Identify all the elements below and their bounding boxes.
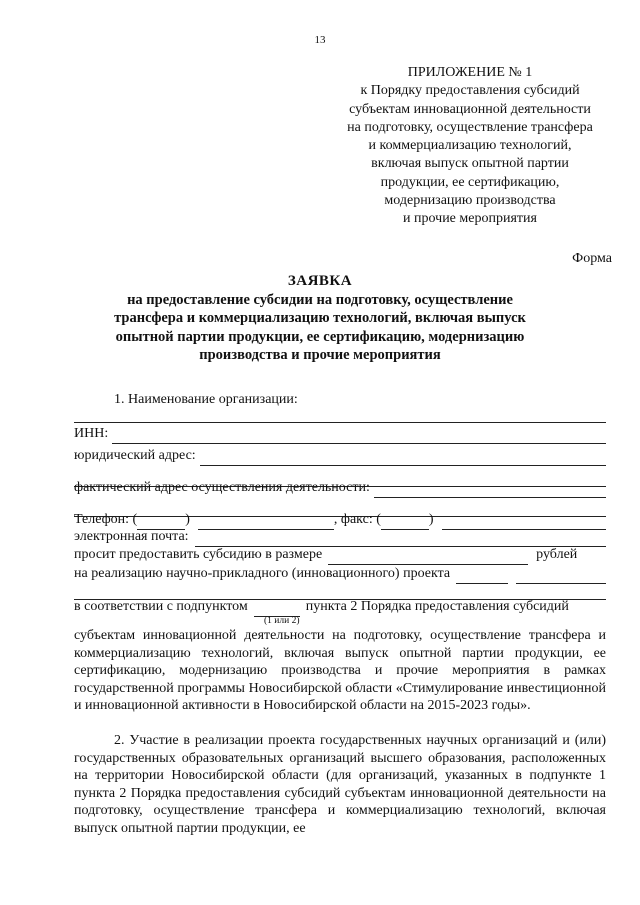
section1-text: субъектам инновационной деятельности на подготовку, осуществление трансфера и коммерциализацию технологий, включая выпуск опытной партии продукции, ее сертификацию, модернизацию производства и прочие мероприятия в рамках государственной программы Новосибирской области «Стимулирование инвестиционной и инновационной активности в Новосибирской области на 2015-2023 годы». bbox=[74, 628, 606, 713]
phone-label: Телефон: ( bbox=[74, 512, 138, 527]
appendix-title: ПРИЛОЖЕНИЕ № 1 bbox=[407, 65, 533, 80]
subsidy-row bbox=[74, 545, 606, 565]
org-name-field[interactable] bbox=[74, 405, 606, 423]
section1-heading: 1. Наименование организации: bbox=[114, 392, 298, 407]
title-line: трансфера и коммерциализацию технологий, включая выпуск bbox=[114, 310, 526, 326]
appendix-line: к Порядку предоставления субсидий bbox=[360, 83, 580, 99]
appendix-header bbox=[330, 64, 610, 229]
title-main: ЗАЯВКА bbox=[287, 273, 353, 289]
form-label: Форма bbox=[572, 251, 612, 266]
subsidy-amount-field[interactable] bbox=[328, 547, 528, 565]
appendix-line: на подготовку, осуществление трансфера bbox=[347, 119, 593, 135]
subpoint-row bbox=[74, 597, 606, 617]
legal-address-field[interactable] bbox=[200, 448, 606, 466]
fax-label: , факс: ( bbox=[333, 512, 381, 527]
subpoint-rest: пункта 2 Порядка предоставления субсидий bbox=[305, 599, 569, 614]
rubles-label: рублей bbox=[536, 547, 578, 562]
appendix-line: продукции, ее сертификацию, bbox=[380, 174, 560, 190]
actual-address-label: фактический адрес осуществления деятельности: bbox=[74, 480, 370, 495]
appendix-line: и прочие мероприятия bbox=[403, 211, 537, 227]
paren-close: ) bbox=[185, 512, 190, 527]
subsidy-label: просит предоставить субсидию в размере bbox=[74, 547, 323, 562]
section2-text: 2. Участие в реализации проекта государственных научных организаций и (или) государственных образовательных организаций высшего образования, расположенных на территории Новосибирской области (для организаций, указанных в подпункте 1 пункта 2 Порядка предоставления субсидий субъектам инновационной деятельности на подготовку, осуществление трансфера и коммерциализацию технологий, включая выпуск опытной партии продукции, ее bbox=[74, 733, 606, 836]
title-line: на предоставление субсидии на подготовку, осуществление bbox=[127, 291, 513, 308]
inn-label: ИНН: bbox=[74, 426, 109, 441]
legal-address-row bbox=[74, 446, 606, 466]
title-line: опытной партии продукции, ее сертификацию, модернизацию bbox=[115, 328, 525, 345]
page-number: 13 bbox=[314, 34, 326, 46]
appendix-line: включая выпуск опытной партии bbox=[371, 156, 569, 172]
email-row bbox=[74, 527, 606, 547]
org-name-line bbox=[74, 403, 606, 423]
title-line: производства и прочие мероприятия bbox=[199, 347, 441, 363]
section2-paragraph bbox=[74, 732, 606, 837]
appendix-line: субъектам инновационной деятельности bbox=[349, 101, 591, 117]
paren-close: ) bbox=[428, 512, 434, 527]
inn-field[interactable] bbox=[112, 426, 606, 444]
email-label: электронная почта: bbox=[74, 529, 189, 544]
document-title bbox=[60, 272, 580, 365]
actual-address-row bbox=[74, 478, 606, 498]
inn-row bbox=[74, 424, 606, 444]
appendix-line: модернизацию производства bbox=[384, 193, 556, 209]
legal-address-label: юридический адрес: bbox=[74, 448, 196, 463]
appendix-line: и коммерциализацию технологий, bbox=[368, 138, 572, 154]
project-label: на реализацию научно-прикладного (инновационного) проекта bbox=[74, 566, 451, 581]
section1-paragraph bbox=[74, 627, 606, 715]
subpoint-label: в соответствии с подпунктом bbox=[74, 599, 248, 614]
subpoint-field[interactable] bbox=[254, 599, 300, 617]
subpoint-hint: (1 или 2) bbox=[264, 616, 300, 626]
actual-address-field[interactable] bbox=[374, 480, 606, 498]
